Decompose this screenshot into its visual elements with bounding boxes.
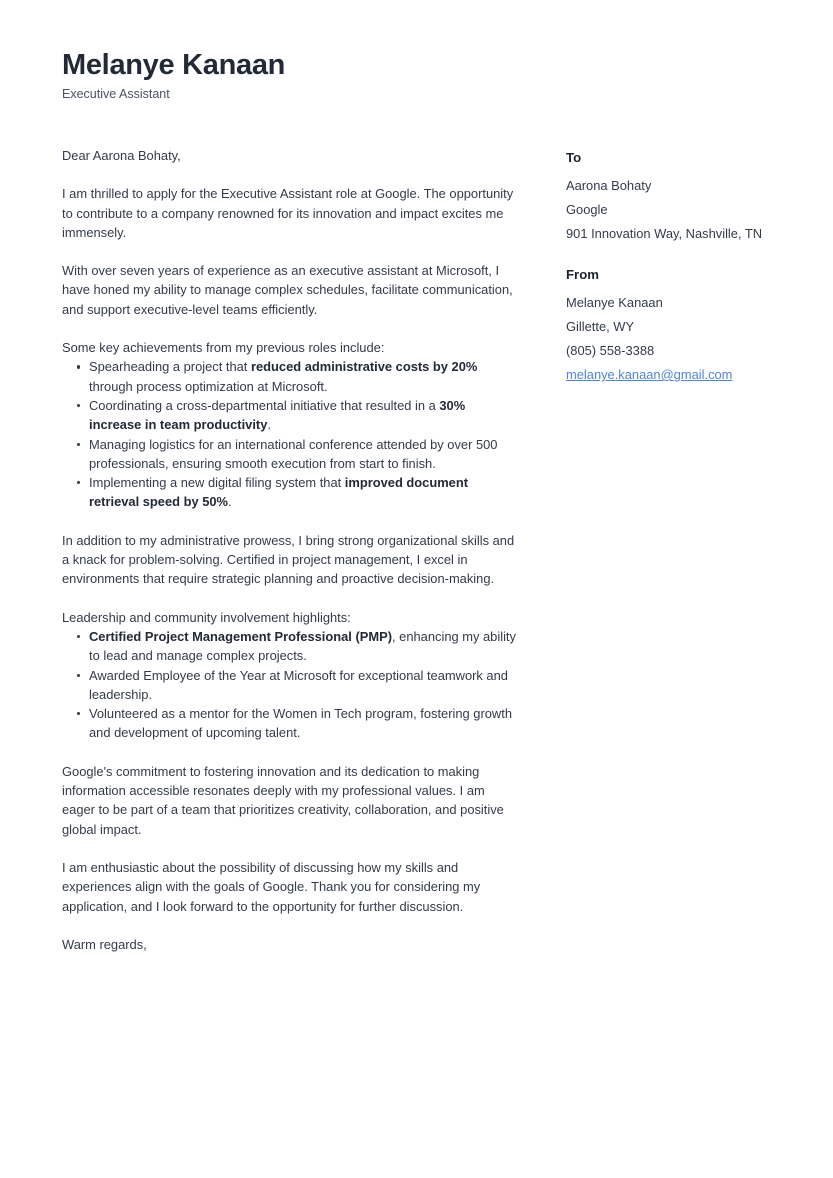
item-text-bold: Certified Project Management Professional (PMP) [89, 628, 392, 644]
sender-email-line [566, 365, 801, 384]
sender-phone: (805) 558-3388 [566, 343, 655, 358]
item-text-post: through process optimization at Microsoft. [89, 378, 328, 394]
item-text-post: , enhancing my ability to lead and manage complex projects. [89, 628, 516, 664]
sender-email-link[interactable]: melanye.kanaan@gmail.com [566, 367, 733, 382]
item-text-pre: Implementing a new digital filing system that [89, 475, 345, 491]
from-heading: From [566, 267, 599, 282]
item-text-bold: 30% increase in team productivity [89, 397, 466, 433]
letter-body [62, 146, 520, 954]
to-heading: To [566, 150, 582, 165]
paragraph-4: Google's commitment to fostering innovation and its dedication to making information accessible resonates deeply with my professional values. I am eager to be part of a team that prioritizes creativity, collaboration, and positive global impact. [62, 763, 504, 837]
list-item [62, 357, 520, 396]
achievements-list [62, 357, 520, 511]
sender-location: Gillette, WY [566, 319, 635, 334]
sender-name: Melanye Kanaan [566, 295, 663, 310]
item-text-pre: Managing logistics for an international conference attended by over 500 professionals, ensuring smooth execution from start to finish. [89, 436, 498, 471]
letter-sidebar [566, 148, 801, 389]
item-text-post: . [228, 494, 232, 510]
item-text-pre: Volunteered as a mentor for the Women in Tech program, fostering growth and development of upcoming talent. [89, 706, 512, 741]
applicant-job-title: Executive Assistant [62, 86, 170, 101]
recipient-address: 901 Innovation Way, Nashville, TN [566, 226, 763, 241]
list-item [62, 473, 520, 512]
list-item [62, 704, 520, 743]
item-text-post: . [267, 417, 271, 433]
item-text-bold: improved document retrieval speed by 50% [89, 475, 468, 510]
list-item [62, 435, 520, 474]
list-item [62, 396, 520, 435]
salutation: Dear Aarona Bohaty, [62, 148, 181, 163]
paragraph-3: In addition to my administrative prowess, I bring strong organizational skills and a knack for problem-solving. Certified in project management, I excel in environments that require strategic planning and proactive decision-making. [62, 532, 515, 587]
achievements-intro: Some key achievements from my previous roles include: [62, 340, 385, 356]
applicant-name: Melanye Kanaan [62, 49, 286, 81]
recipient-company: Google [566, 202, 608, 217]
letter-header [62, 50, 662, 102]
paragraph-5: I am enthusiastic about the possibility of discussing how my skills and experiences align with the goals of Google. Thank you for considering my application, and I look forward to the opportunity for further discussion. [62, 859, 481, 914]
sender-block [566, 265, 801, 384]
recipient-name: Aarona Bohaty [566, 178, 652, 193]
leadership-list [62, 627, 520, 743]
recipient-block [566, 148, 801, 243]
item-text-bold: reduced administrative costs by 20% [250, 359, 478, 375]
closing-salutation: Warm regards, [62, 936, 147, 952]
leadership-intro: Leadership and community involvement highlights: [62, 609, 351, 625]
item-text-pre: Spearheading a project that [89, 359, 251, 375]
list-item [62, 627, 520, 666]
item-text-pre: Coordinating a cross-departmental initiative that resulted in a [89, 397, 440, 413]
item-text-pre: Awarded Employee of the Year at Microsoft for exceptional teamwork and leadership. [89, 667, 508, 702]
paragraph-2: With over seven years of experience as an executive assistant at Microsoft, I have honed my ability to manage complex schedules, facilitate communication, and support executive-level teams efficiently. [62, 263, 513, 317]
list-item [62, 666, 520, 705]
paragraph-1: I am thrilled to apply for the Executive Assistant role at Google. The opportunity to contribute to a company renowned for its innovation and impact excites me immensely. [62, 186, 514, 240]
